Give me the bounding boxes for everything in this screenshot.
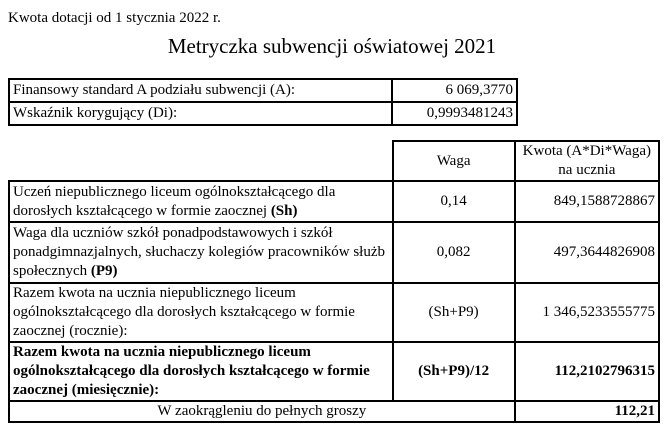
row-description-text: Razem kwota na ucznia niepublicznego liceum ogólnokształcącego dla dorosłych kształcącego w formie zaocznej (rocznie): [13, 285, 355, 339]
row-description-symbol: (P9) [90, 263, 118, 279]
column-header-waga: Waga [393, 141, 515, 181]
table-row [9, 222, 659, 283]
waga-value: 0,082 [393, 222, 515, 283]
waga-value: (Sh+P9)/12 [393, 342, 515, 401]
column-header-kwota-line2: na ucznia [558, 162, 616, 178]
calc-table [8, 140, 660, 423]
param-value: 6 069,3770 [392, 79, 518, 102]
table-row [9, 342, 659, 401]
row-description-text: Waga dla uczniów szkół ponadpodstawowych i szkół ponadgimnazjalnych, słuchaczy kolegiów pracowników służb społecznych [13, 225, 385, 279]
table-row [9, 181, 659, 222]
params-table [8, 78, 518, 126]
waga-value: 0,14 [393, 181, 515, 222]
empty-corner-cell [9, 141, 393, 181]
row-description [9, 222, 393, 283]
kwota-value: 1 346,5233555775 [515, 283, 659, 342]
column-header-kwota-line1: Kwota (A*Di*Waga) [522, 143, 651, 159]
waga-value: (Sh+P9) [393, 283, 515, 342]
calc-header-row [9, 141, 659, 181]
row-description-text: Razem kwota na ucznia niepublicznego liceum ogólnokształcącego dla dorosłych kształcącego w formie zaocznej (miesięcznie): [13, 344, 370, 398]
rounding-value: 112,21 [515, 401, 659, 422]
param-row-index [9, 102, 517, 125]
row-description [9, 283, 393, 342]
column-header-kwota [515, 141, 659, 181]
kwota-value: 112,2102796315 [515, 342, 659, 401]
grant-date-line: Kwota dotacji od 1 stycznia 2022 r. [8, 10, 221, 26]
param-label: Wskaźnik korygujący (Di): [9, 102, 392, 125]
row-description-text: Uczeń niepublicznego liceum ogólnokształcącego dla dorosłych kształcącego w formie zaocznej [13, 183, 336, 219]
rounding-row [9, 401, 659, 422]
page-title: Metryczka subwencji oświatowej 2021 [167, 34, 497, 58]
row-description [9, 181, 393, 222]
kwota-value: 497,3644826908 [515, 222, 659, 283]
param-value: 0,9993481243 [392, 102, 518, 125]
row-description [9, 342, 393, 401]
kwota-value: 849,1588728867 [515, 181, 659, 222]
param-row-standard [9, 79, 517, 102]
row-description-symbol: (Sh) [270, 202, 298, 219]
param-label: Finansowy standard A podziału subwencji (A): [9, 79, 392, 102]
table-row [9, 283, 659, 342]
rounding-label: W zaokrągleniu do pełnych groszy [9, 401, 515, 422]
